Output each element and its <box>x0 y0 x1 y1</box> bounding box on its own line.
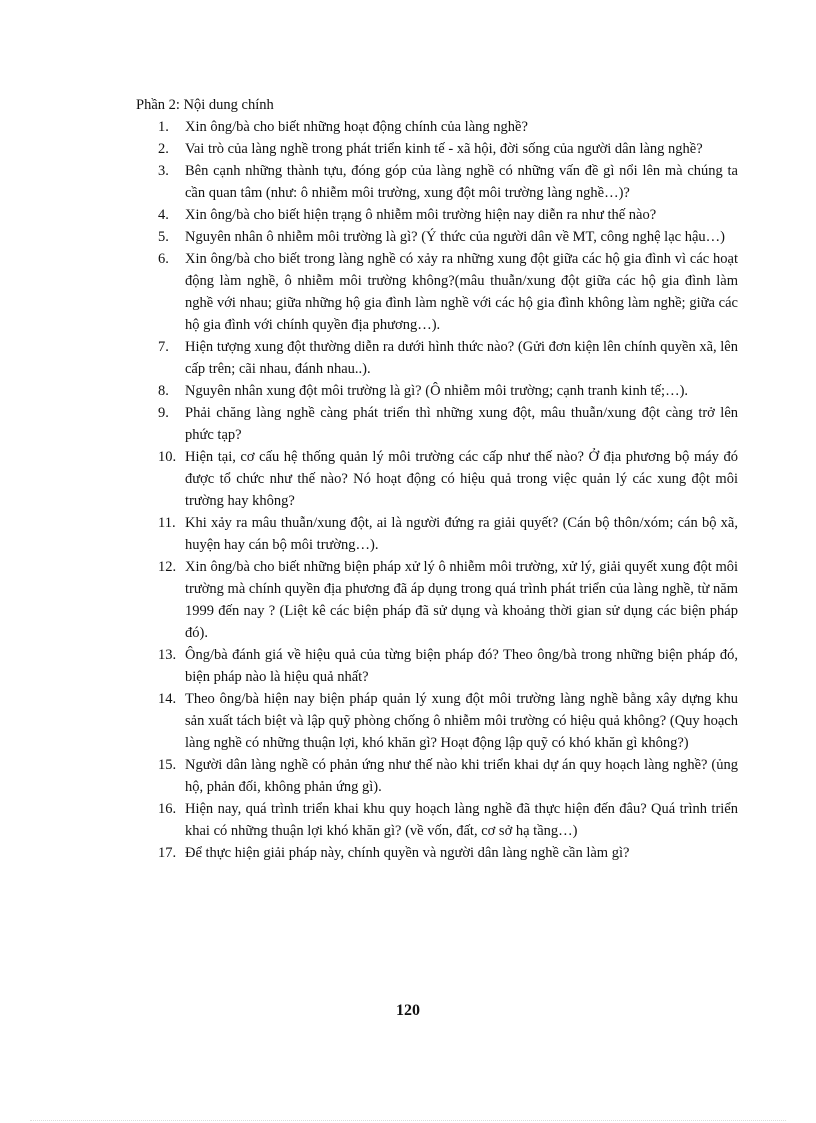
question-text: Xin ông/bà cho biết những hoạt động chính của làng nghề? <box>185 119 528 135</box>
question-item <box>136 160 738 204</box>
question-number: 5. <box>158 229 169 245</box>
section-title: Phần 2: Nội dung chính <box>136 97 274 113</box>
question-number: 16. <box>158 801 177 817</box>
question-item <box>136 226 738 248</box>
question-item <box>136 798 738 842</box>
question-text: Hiện tượng xung đột thường diễn ra dưới hình thức nào? (Gửi đơn kiện lên chính quyền xã, lên cấp trên; cãi nhau, đánh nhau..). <box>185 339 738 377</box>
question-text: Khi xảy ra mâu thuẫn/xung đột, ai là người đứng ra giải quyết? (Cán bộ thôn/xóm; cán bộ xã, huyện hay cán bộ môi trường…). <box>185 515 738 553</box>
question-list <box>136 116 738 864</box>
question-item <box>136 204 738 226</box>
question-text: Xin ông/bà cho biết trong làng nghề có xảy ra những xung đột giữa các hộ gia đình vì các hoạt động làm nghề, ô nhiễm môi trường không?(mâu thuẫn/xung đột giữa các hộ gia đình làm nghề với nhau; giữa những hộ gia đình làm nghề với các hộ gia đình không làm nghề; giữa các hộ gia đình với chính quyền địa phương…). <box>185 251 738 333</box>
question-text: Xin ông/bà cho biết những biện pháp xử lý ô nhiễm môi trường, xử lý, giải quyết xung đột môi trường mà chính quyền địa phương đã áp dụng trong quá trình phát triển của làng nghề, từ năm 1999 đến nay ? (Liệt kê các biện pháp đã sử dụng và khoảng thời gian sử dụng các biện pháp đó). <box>185 559 738 641</box>
question-item <box>136 248 738 336</box>
question-text: Theo ông/bà hiện nay biện pháp quản lý xung đột môi trường làng nghề bằng xây dựng khu sản xuất tách biệt và lập quỹ phòng chống ô nhiễm môi trường có hiệu quả không? (Quy hoạch làng nghề có những thuận lợi, khó khăn gì? Hoạt động lập quỹ có khó khăn gì không?) <box>185 691 738 751</box>
question-text: Ông/bà đánh giá về hiệu quả của từng biện pháp đó? Theo ông/bà trong những biện pháp đó, biện pháp nào là hiệu quả nhất? <box>185 647 738 685</box>
question-item <box>136 754 738 798</box>
question-text: Bên cạnh những thành tựu, đóng góp của làng nghề có những vấn đề gì nổi lên mà chúng ta cần quan tâm (như: ô nhiễm môi trường, xung đột môi trường làng nghề…)? <box>185 163 738 201</box>
question-number: 17. <box>158 845 177 861</box>
question-item <box>136 116 738 138</box>
question-number: 13. <box>158 647 177 663</box>
question-item <box>136 842 738 864</box>
question-item <box>136 446 738 512</box>
question-text: Nguyên nhân ô nhiễm môi trường là gì? (Ý thức của người dân về MT, công nghệ lạc hậu…) <box>185 229 725 245</box>
question-number: 15. <box>158 757 177 773</box>
question-number: 6. <box>158 251 169 267</box>
page-number: 120 <box>396 1002 420 1019</box>
question-item <box>136 380 738 402</box>
question-number: 10. <box>158 449 177 465</box>
question-number: 11. <box>158 515 176 531</box>
question-item <box>136 688 738 754</box>
question-number: 3. <box>158 163 169 179</box>
question-text: Nguyên nhân xung đột môi trường là gì? (Ô nhiễm môi trường; cạnh tranh kinh tế;…). <box>185 383 689 399</box>
question-number: 9. <box>158 405 169 421</box>
question-number: 4. <box>158 207 169 223</box>
question-item <box>136 138 738 160</box>
question-text: Vai trò của làng nghề trong phát triển kinh tế - xã hội, đời sống của người dân làng nghề? <box>185 141 703 157</box>
question-number: 1. <box>158 119 169 135</box>
question-text: Hiện nay, quá trình triển khai khu quy hoạch làng nghề đã thực hiện đến đâu? Quá trình triển khai có những thuận lợi khó khăn gì? (về vốn, đất, cơ sở hạ tầng…) <box>185 801 738 839</box>
question-item <box>136 336 738 380</box>
question-text: Người dân làng nghề có phản ứng như thế nào khi triển khai dự án quy hoạch làng nghề? (ủng hộ, phản đối, không phản ứng gì). <box>185 757 738 795</box>
footer-divider <box>30 1120 786 1121</box>
question-item <box>136 402 738 446</box>
question-number: 2. <box>158 141 169 157</box>
question-number: 14. <box>158 691 177 707</box>
question-text: Hiện tại, cơ cấu hệ thống quản lý môi trường các cấp như thế nào? Ở địa phương bộ máy đó được tổ chức như thế nào? Nó hoạt động có hiệu quả trong việc quản lý các xung đột môi trường hay không? <box>185 449 738 509</box>
question-text: Xin ông/bà cho biết hiện trạng ô nhiễm môi trường hiện nay diễn ra như thế nào? <box>185 207 657 223</box>
question-number: 12. <box>158 559 177 575</box>
question-item <box>136 556 738 644</box>
question-number: 7. <box>158 339 169 355</box>
question-text: Phải chăng làng nghề càng phát triển thì những xung đột, mâu thuẫn/xung đột càng trở lên phức tạp? <box>185 405 738 443</box>
question-item <box>136 644 738 688</box>
question-number: 8. <box>158 383 169 399</box>
question-text: Để thực hiện giải pháp này, chính quyền và người dân làng nghề cần làm gì? <box>185 845 630 861</box>
question-item <box>136 512 738 556</box>
